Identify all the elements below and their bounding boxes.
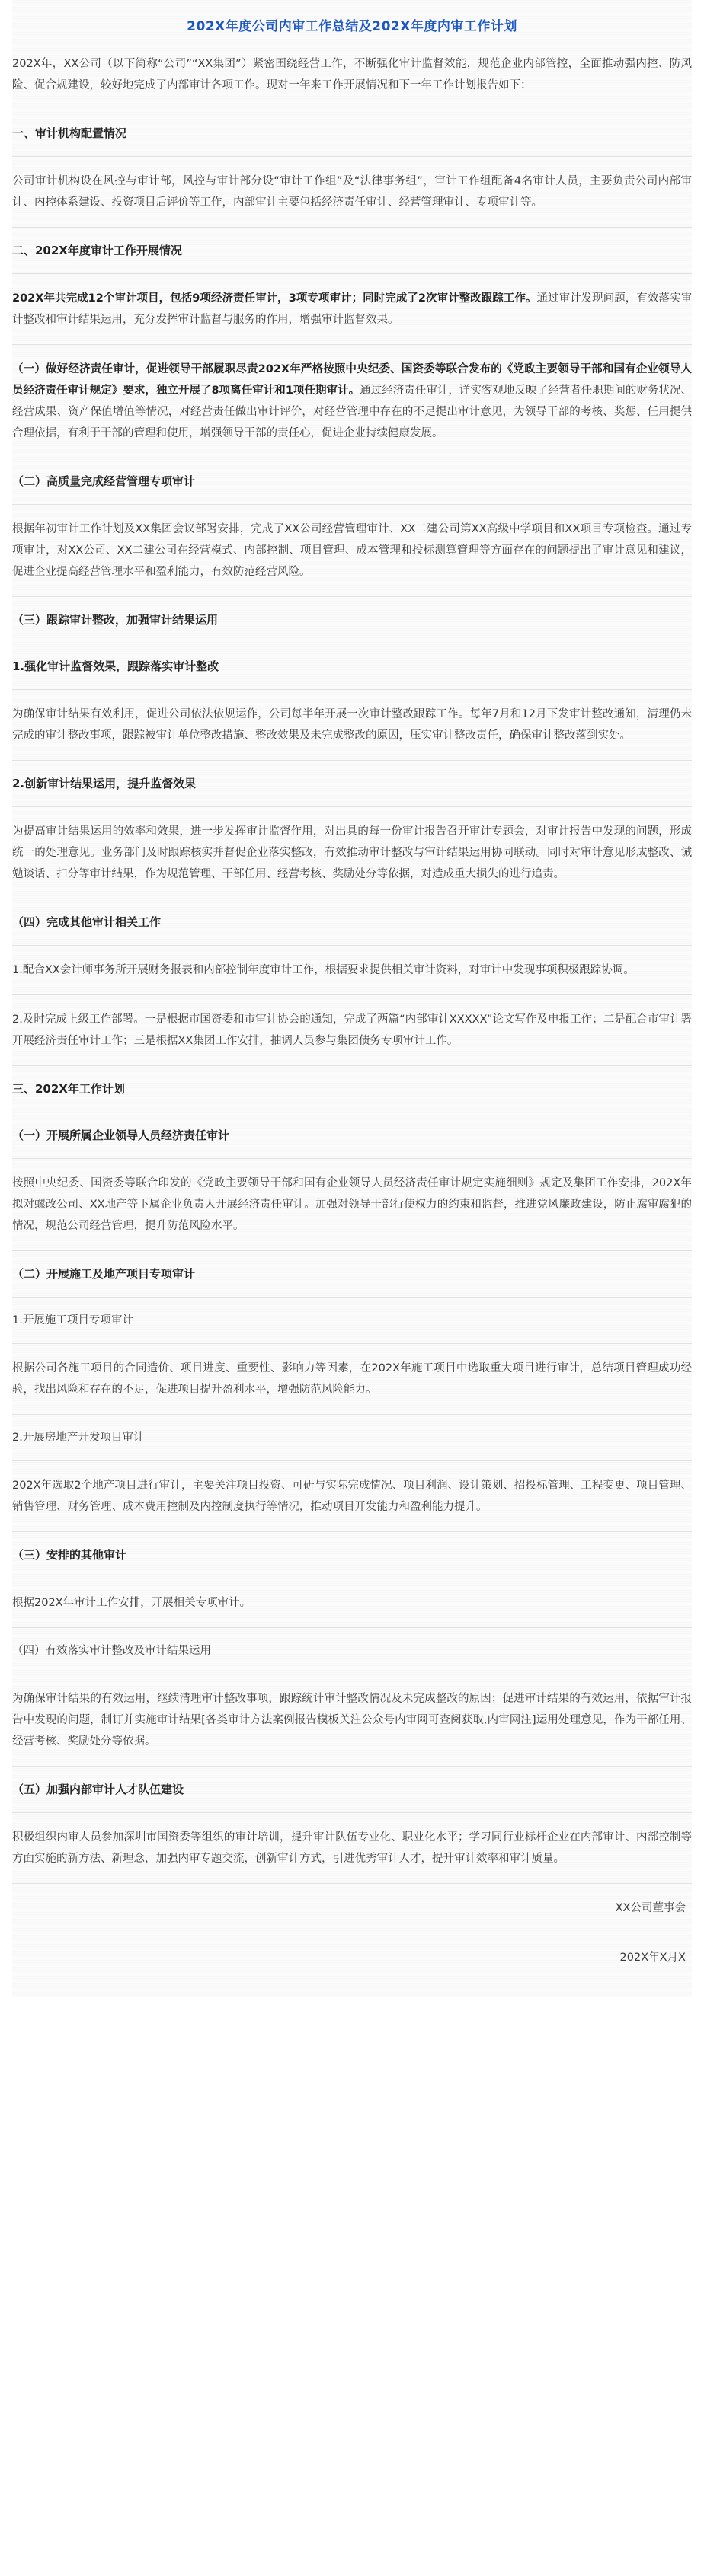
section-2b-paragraph: 根据年初审计工作计划及XX集团会议部署安排，完成了XX公司经营管理审计、XX二建公司第XX高级中学项目和XX项目专项检查。通过专项审计，对XX公司、XX二建公司在经营模式、内部控制、项目管理、成本管理和投标测算管理等方面存在的问题提出了审计意见和建议，促进企业提高经营管理水平和盈利能力，有效防范经营风险。 xyxy=(12,523,692,578)
section-1-body xyxy=(12,156,692,227)
section-3c-heading: （三）安排的其他审计 xyxy=(12,1548,127,1562)
signature: XX公司董事会 xyxy=(615,1902,686,1914)
section-2d-heading-block xyxy=(12,899,692,945)
section-2-body xyxy=(12,273,692,344)
section-1-heading-block xyxy=(12,110,692,156)
section-2-paragraph xyxy=(12,288,692,330)
section-2d1-paragraph: 1.配合XX会计师事务所开展财务报表和内部控制年度审计工作，根据要求提供相关审计资料，对审计中发现事项积极跟踪协调。 xyxy=(12,964,635,976)
section-3d-paragraph: 为确保审计结果的有效运用，继续清理审计整改事项，跟踪统计审计整改情况及未完成整改的原因；促进审计结果的有效运用，依据审计报告中发现的问题，制订并实施审计结果[各类审计方法案例报告模板关注公众号内审网可查阅获取,内审网注]运用处理意见，作为干部任用、经营考核、奖励处分等依据。 xyxy=(12,1693,692,1748)
section-3b2-heading: 2.开展房地产开发项目审计 xyxy=(12,1432,145,1444)
section-3b1-heading: 1.开展施工项目专项审计 xyxy=(12,1314,133,1326)
section-2c1-paragraph: 为确保审计结果有效利用，促进公司依法依规运作，公司每半年开展一次审计整改跟踪工作。每年7月和12月下发审计整改通知，清理仍未完成的审计整改事项，跟踪被审计单位整改措施、整改效果及未完成整改的原因，压实审计整改责任，确保审计整改落到实处。 xyxy=(12,708,692,742)
section-2c2-paragraph: 为提高审计结果运用的效率和效果，进一步发挥审计监督作用，对出具的每一份审计报告召开审计专题会，对审计报告中发现的问题，形成统一的处理意见。业务部门及时跟踪核实并督促企业落实整改，有效推动审计整改与审计结果运用协同联动。同时对审计意见形成整改、诫勉谈话、扣分等审计结果，作为规范管理、干部任用、经营考核、奖励处分等依据，对造成重大损失的进行追责。 xyxy=(12,825,692,880)
section-2a-paragraph xyxy=(12,359,692,444)
document-page xyxy=(12,0,692,1997)
section-3d-body xyxy=(12,1674,692,1766)
section-3b1-heading-block xyxy=(12,1297,692,1343)
document-date: 202X年X月X xyxy=(619,1952,686,1964)
document-title: 202X年度公司内审工作总结及202X年度内审工作计划 xyxy=(187,19,517,34)
section-2d2-paragraph: 2.及时完成上级工作部署。一是根据市国资委和市审计协会的通知，完成了两篇“内部审计XXXXX”论文写作及申报工作；二是配合市审计署开展经济责任审计工作；三是根据XX集团工作安排，抽调人员参与集团债务专项审计工作。 xyxy=(12,1013,692,1047)
section-2b-body xyxy=(12,504,692,596)
section-2-bold-text: 202X年共完成12个审计项目，包括9项经济责任审计，3项专项审计；同时完成了2次审计整改跟踪工作。 xyxy=(12,292,537,305)
section-3c-paragraph: 根据202X年审计工作安排，开展相关专项审计。 xyxy=(12,1597,251,1609)
date-block xyxy=(12,1933,692,1982)
section-2c2-body xyxy=(12,806,692,899)
section-2c1-heading: 1.强化审计监督效果，跟踪落实审计整改 xyxy=(12,659,219,673)
section-2a-bold-text: （一）做好经济责任审计，促进领导干部履职尽责202X年严格按照中央纪委、国资委等联合发布的《党政主要领导干部和国有企业领导人员经济责任审计规定》要求，独立开展了8项离任审计和1项任期审计。 xyxy=(12,363,692,397)
section-2c-heading-block xyxy=(12,596,692,643)
section-2c1-body xyxy=(12,689,692,760)
section-2c-heading: （三）跟踪审计整改，加强审计结果运用 xyxy=(12,613,219,627)
section-3b1-paragraph: 根据公司各施工项目的合同造价、项目进度、重要性、影响力等因素，在202X年施工项目中选取重大项目进行审计，总结项目管理成功经验，找出风险和存在的不足，促进项目提升盈利水平，增强防范风险能力。 xyxy=(12,1362,692,1396)
signature-block xyxy=(12,1883,692,1933)
section-2d1-body xyxy=(12,945,692,994)
section-3b2-paragraph: 202X年选取2个地产项目进行审计，主要关注项目投资、可研与实际完成情况、项目利润、设计策划、招投标管理、工程变更、项目管理、销售管理、财务管理、成本费用控制及内控制度执行等情况，推动项目开发能力和盈利能力提升。 xyxy=(12,1480,692,1513)
section-3c-heading-block xyxy=(12,1531,692,1578)
section-3b2-body xyxy=(12,1460,692,1531)
section-3d-heading: （四）有效落实审计整改及审计结果运用 xyxy=(12,1645,211,1657)
section-3a-paragraph: 按照中央纪委、国资委等联合印发的《党政主要领导干部和国有企业领导人员经济责任审计规定实施细则》规定及集团工作安排，202X年拟对螺改公司、XX地产等下属企业负责人开展经济责任审计。加强对领导干部行使权力的约束和监督，推进党风廉政建设，防止腐审腐犯的情况，规范公司经营管理，提升防范风险水平。 xyxy=(12,1177,692,1232)
section-3e-body xyxy=(12,1812,692,1883)
section-2b-heading: （二）高质量完成经营管理专项审计 xyxy=(12,474,196,488)
section-2a-text: 通过经济责任审计，详实客观地反映了经营者任职期间的财务状况、经营成果、资产保值增值等情况，对经营责任做出审计评价，对经营管理中存在的不足提出审计意见，为领导干部的考核、奖惩、任用提供合理依据，有利于干部的管理和使用，增强领导干部的责任心，促进企业持续健康发展。 xyxy=(12,385,692,439)
section-2c2-heading: 2.创新审计结果运用，提升监督效果 xyxy=(12,777,197,790)
section-2-text: 通过审计发现问题，有效落实审计整改和审计结果运用，充分发挥审计监督与服务的作用，增强审计监督效果。 xyxy=(12,292,693,326)
section-3b1-body xyxy=(12,1343,692,1414)
section-3a-heading-block xyxy=(12,1112,692,1158)
section-3e-heading: （五）加强内部审计人才队伍建设 xyxy=(12,1783,184,1796)
section-3b-heading-block xyxy=(12,1250,692,1297)
section-3e-paragraph: 积极组织内审人员参加深圳市国资委等组织的审计培训，提升审计队伍专业化、职业化水平；学习同行业标杆企业在内部审计、内部控制等方面实施的新方法、新理念，加强内审专题交流，创新审计方式，引进优秀审计人才，提升审计效率和审计质量。 xyxy=(12,1831,692,1865)
section-3d-heading-block xyxy=(12,1627,692,1674)
section-3c-body xyxy=(12,1578,692,1627)
section-2c2-heading-block xyxy=(12,760,692,806)
section-2c1-heading-block xyxy=(12,643,692,689)
section-2-heading: 二、202X年度审计工作开展情况 xyxy=(12,244,182,257)
section-1-paragraph: 公司审计机构设在风控与审计部，风控与审计部分设“审计工作组”及“法律事务组”，审计工作组配备4名审计人员，主要负责公司内部审计、内控体系建设、投资项目后评价等工作，内部审计主要包括经济责任审计、经营管理审计、专项审计等。 xyxy=(12,175,692,209)
intro-section xyxy=(12,53,692,110)
section-2d-heading: （四）完成其他审计相关工作 xyxy=(12,915,162,929)
section-3b-heading: （二）开展施工及地产项目专项审计 xyxy=(12,1267,196,1281)
section-3b2-heading-block xyxy=(12,1414,692,1460)
section-2a-body xyxy=(12,344,692,458)
intro-paragraph: 202X年，XX公司（以下简称“公司”“XX集团”）紧密围绕经营工作，不断强化审计监督效能，规范企业内部管控，全面推动强内控、防风险、促合规建设，较好地完成了内部审计各项工作。现对一年来工作开展情况和下一年工作计划报告如下： xyxy=(12,58,692,91)
section-1-heading: 一、审计机构配置情况 xyxy=(12,126,127,140)
section-2b-heading-block xyxy=(12,458,692,504)
section-3a-heading: （一）开展所属企业领导人员经济责任审计 xyxy=(12,1128,230,1142)
section-3a-body xyxy=(12,1158,692,1250)
section-3-heading: 三、202X年工作计划 xyxy=(12,1082,125,1096)
section-2-heading-block xyxy=(12,227,692,273)
section-2d2-body xyxy=(12,994,692,1065)
section-3e-heading-block xyxy=(12,1766,692,1812)
section-3-heading-block xyxy=(12,1065,692,1112)
